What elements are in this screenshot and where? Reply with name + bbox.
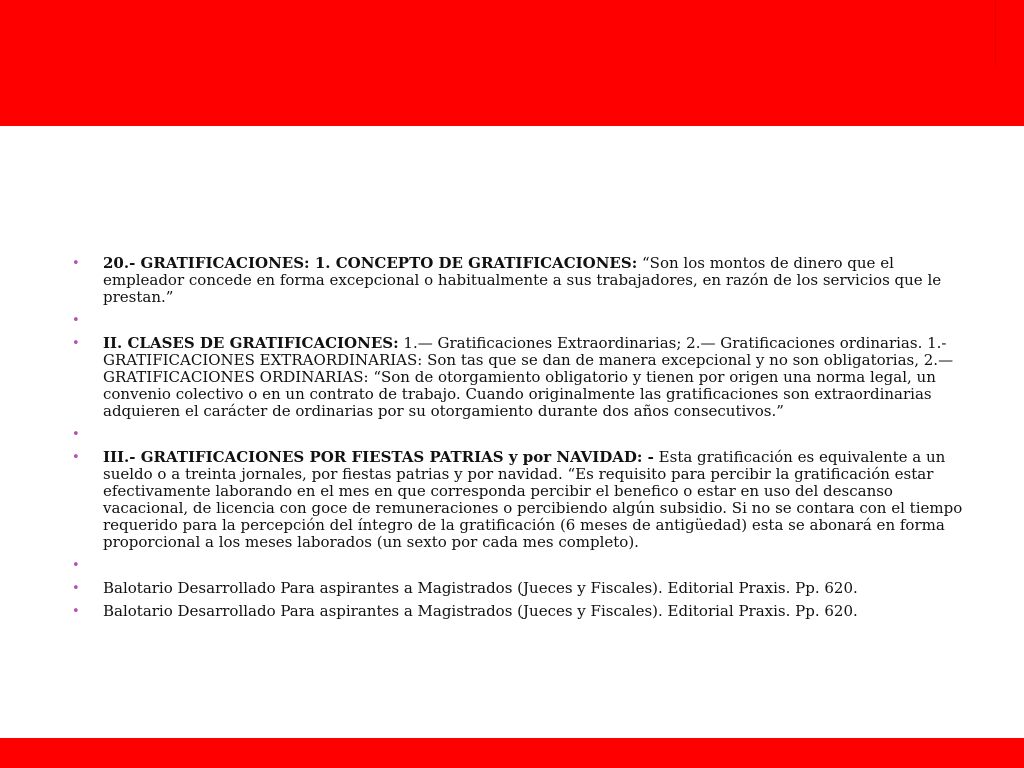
- item-text: “Son los montos de dinero que el empleador concede en forma excepcional o habitualmente a sus trabajadores, en razón de los servicios que le prestan.”: [103, 254, 942, 306]
- list-item: [72, 335, 972, 420]
- bottom-red-band: [0, 738, 1024, 768]
- list-item: [72, 255, 972, 306]
- top-red-band: [0, 0, 1024, 126]
- item-heading: II. CLASES DE GRATIFICACIONES:: [103, 334, 399, 352]
- bullet-dot-icon: •: [72, 313, 80, 328]
- item-text: Esta gratificación es equivalente a un sueldo o a treinta jornales, por fiestas patrias y por navidad. “Es requisito para percibir la gratificación estar efectivamente laborando en el mes en que corresponda percibir el benefico o estar en uso del descanso vacacional, de licencia con goce de remuneraciones o percibiendo algún subsidio. Si no se contara con el tiempo requerido para la percepción del íntegro de la gratificación (6 meses de antigüedad) esta se abonará en forma proporcional a los meses laborados (un sexto por cada mes completo).: [103, 448, 963, 551]
- list-item: [72, 449, 972, 551]
- item-heading: III.- GRATIFICACIONES POR FIESTAS PATRIAS y por NAVIDAD: -: [103, 448, 654, 466]
- reference-item: [72, 603, 972, 620]
- reference-item: [72, 580, 972, 597]
- band-edge-line: [995, 0, 996, 66]
- reference-text: Balotario Desarrollado Para aspirantes a Magistrados (Jueces y Fiscales). Editorial Praxis. Pp. 620.: [103, 579, 858, 597]
- list-item-empty: [72, 426, 972, 443]
- bullet-dot-icon: •: [72, 450, 80, 465]
- item-heading: 20.- GRATIFICACIONES: 1. CONCEPTO DE GRATIFICACIONES:: [103, 254, 638, 272]
- reference-text: Balotario Desarrollado Para aspirantes a Magistrados (Jueces y Fiscales). Editorial Praxis. Pp. 620.: [103, 602, 858, 620]
- bullet-dot-icon: •: [72, 558, 80, 573]
- bullet-dot-icon: •: [72, 427, 80, 442]
- list-item-empty: [72, 557, 972, 574]
- list-item-empty: [72, 312, 972, 329]
- bullet-dot-icon: •: [72, 604, 80, 619]
- item-text: 1.— Gratificaciones Extraordinarias; 2.— Gratificaciones ordinarias. 1.- GRATIFICACIONES EXTRAORDINARIAS: Son tas que se dan de manera excepcional y no son obligatorias, 2.— GRATIFICACIONES ORDINARIAS: “Son de otorgamiento obligatorio y tienen por origen una norma legal, un convenio colectivo o en un contrato de trabajo. Cuando originalmente las gratificaciones son extraordinarias adquieren el carácter de ordinarias por su otorgamiento durante dos años consecutivos.”: [103, 334, 954, 420]
- bullet-dot-icon: •: [72, 336, 80, 351]
- bullet-list: [72, 255, 972, 620]
- slide-content: [72, 255, 972, 626]
- bullet-dot-icon: •: [72, 256, 80, 271]
- bullet-dot-icon: •: [72, 581, 80, 596]
